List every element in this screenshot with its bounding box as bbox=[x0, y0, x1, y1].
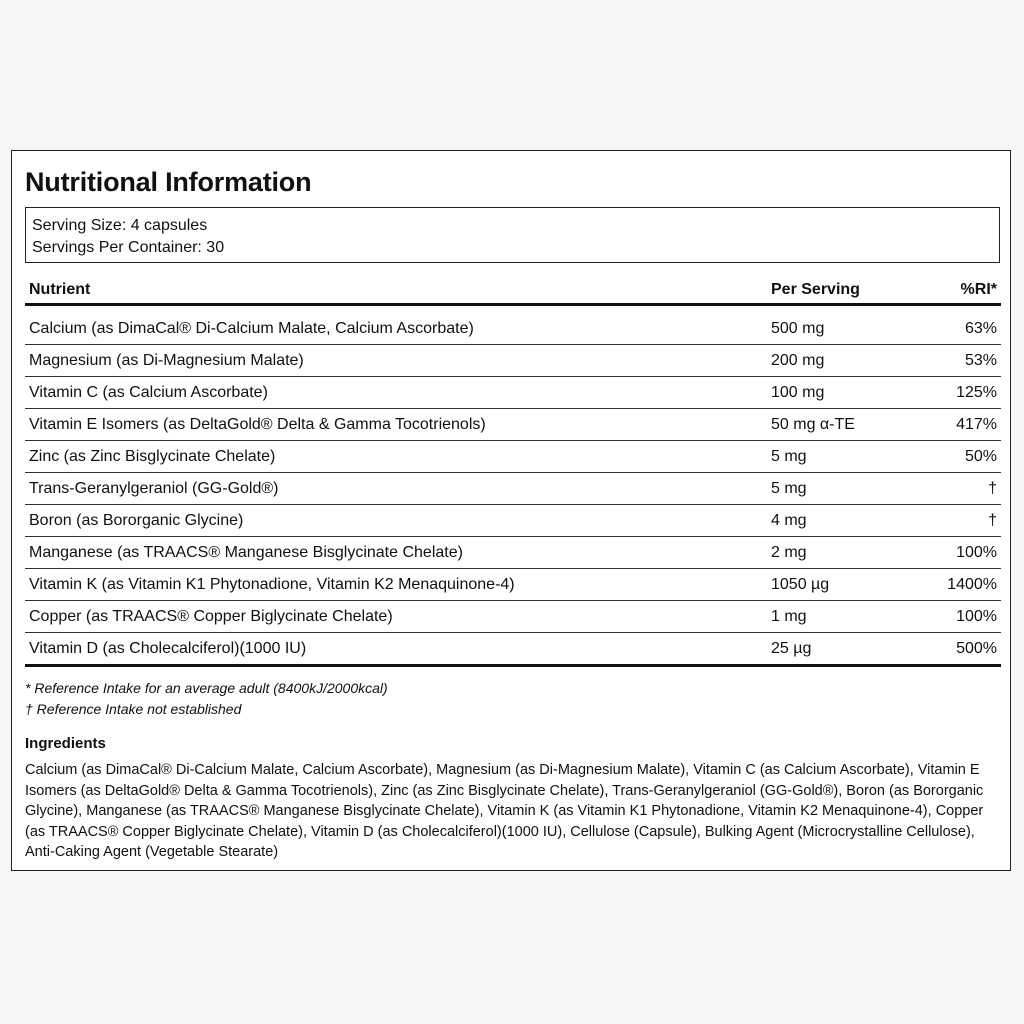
header-per-serving: Per Serving bbox=[771, 280, 860, 298]
table-header-row bbox=[25, 276, 1001, 306]
nutrient-name: Trans-Geranylgeraniol (GG-Gold®) bbox=[29, 479, 279, 497]
nutrient-ri: 500% bbox=[956, 639, 997, 657]
nutrient-name: Manganese (as TRAACS® Manganese Bisglycinate Chelate) bbox=[29, 543, 463, 561]
serving-info-box bbox=[25, 207, 1000, 263]
nutrient-ri: 100% bbox=[956, 543, 997, 561]
nutrient-ri: 63% bbox=[964, 319, 997, 337]
header-nutrient: Nutrient bbox=[29, 280, 91, 298]
table-row bbox=[25, 345, 1001, 377]
nutrient-name: Vitamin E Isomers (as DeltaGold® Delta & Gamma Tocotrienols) bbox=[29, 415, 486, 433]
nutrient-name: Vitamin K (as Vitamin K1 Phytonadione, Vitamin K2 Menaquinone-4) bbox=[29, 575, 515, 593]
table-row bbox=[25, 569, 1001, 601]
page-title: Nutritional Information bbox=[25, 167, 312, 197]
nutrient-name: Vitamin D (as Cholecalciferol)(1000 IU) bbox=[29, 639, 307, 657]
nutrient-amount: 5 mg bbox=[771, 447, 807, 465]
nutrient-amount: 1050 µg bbox=[771, 575, 830, 593]
nutrient-amount: 1 mg bbox=[771, 607, 807, 625]
table-row bbox=[25, 377, 1001, 409]
nutrient-amount: 100 mg bbox=[771, 383, 825, 401]
nutrient-name: Calcium (as DimaCal® Di-Calcium Malate, Calcium Ascorbate) bbox=[29, 319, 474, 337]
table-row bbox=[25, 409, 1001, 441]
ingredients-heading: Ingredients bbox=[25, 735, 106, 752]
nutrient-name: Magnesium (as Di-Magnesium Malate) bbox=[29, 351, 304, 369]
header-ri: %RI* bbox=[960, 280, 997, 298]
nutrient-amount: 25 µg bbox=[771, 639, 812, 657]
nutrition-panel bbox=[11, 150, 1011, 871]
nutrient-ri: 53% bbox=[964, 351, 997, 369]
serving-size: Serving Size: 4 capsules bbox=[32, 217, 208, 234]
table-row bbox=[25, 537, 1001, 569]
table-row bbox=[25, 313, 1001, 345]
footnotes bbox=[25, 678, 388, 720]
nutrient-amount: 4 mg bbox=[771, 511, 807, 529]
nutrient-amount: 5 mg bbox=[771, 479, 807, 497]
table-row bbox=[25, 601, 1001, 633]
table-row bbox=[25, 441, 1001, 473]
ri-footnote: * Reference Intake for an average adult (8400kJ/2000kcal) bbox=[25, 680, 388, 696]
nutrient-amount: 200 mg bbox=[771, 351, 825, 369]
nutrient-name: Zinc (as Zinc Bisglycinate Chelate) bbox=[29, 447, 276, 465]
nutrient-table bbox=[25, 276, 1001, 667]
nutrient-ri: † bbox=[988, 511, 997, 529]
nutrient-ri: 125% bbox=[956, 383, 997, 401]
nutrient-amount: 2 mg bbox=[771, 543, 807, 561]
ingredients-text: Calcium (as DimaCal® Di-Calcium Malate, Calcium Ascorbate), Magnesium (as Di-Magnesium Malate), Vitamin C (as Calcium Ascorbate), Vitamin E Isomers (as DeltaGold® Delta & Gamma Tocotrienols), Zinc (as Zinc Bisglycinate Chelate), Trans-Geranylgeraniol (GG-Gold®), Boron (as Bororganic Glycine), Manganese (as TRAACS® Manganese Bisglycinate Chelate), Vitamin K (as Vitamin K1 Phytonadione, Vitamin K2 Menaquinone-4), Copper (as TRAACS® Copper Biglycinate Chelate), Vitamin D (as Cholecalciferol)(1000 IU), Cellulose (Capsule), Bulking Agent (Microcrystalline Cellulose), Anti-Caking Agent (Vegetable Stearate) bbox=[25, 762, 984, 860]
nutrient-ri: † bbox=[988, 479, 997, 497]
nutrient-name: Boron (as Bororganic Glycine) bbox=[29, 511, 244, 529]
nutrient-name: Copper (as TRAACS® Copper Biglycinate Chelate) bbox=[29, 607, 393, 625]
nutrient-ri: 50% bbox=[964, 447, 997, 465]
nutrient-ri: 1400% bbox=[947, 575, 997, 593]
table-row bbox=[25, 505, 1001, 537]
nutrient-name: Vitamin C (as Calcium Ascorbate) bbox=[29, 383, 268, 401]
table-row bbox=[25, 633, 1001, 667]
dagger-footnote: † Reference Intake not established bbox=[25, 701, 242, 717]
nutrient-amount: 50 mg α-TE bbox=[771, 415, 855, 433]
table-row bbox=[25, 473, 1001, 505]
nutrient-ri: 100% bbox=[956, 607, 997, 625]
nutrient-amount: 500 mg bbox=[771, 319, 825, 337]
nutrient-ri: 417% bbox=[956, 415, 997, 433]
servings-per-container: Servings Per Container: 30 bbox=[32, 239, 225, 256]
